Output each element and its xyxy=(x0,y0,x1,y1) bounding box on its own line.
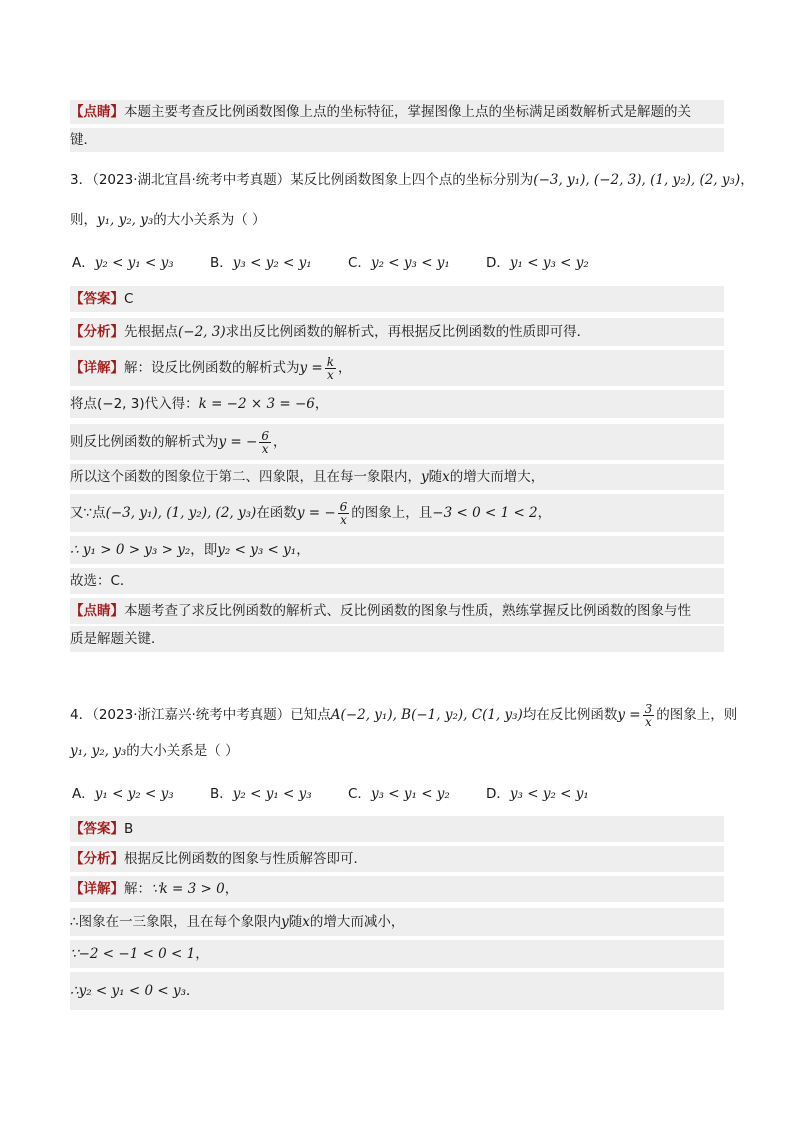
q3-stem-b-suffix: 的大小关系为（ ） xyxy=(153,212,266,228)
q3-detail-4: 所以这个函数的图象位于第二、四象限，且在每一象限内， xyxy=(70,469,421,485)
q4-option-d[interactable]: D．y₃ < y₂ < y₁ xyxy=(486,786,589,802)
q3-number: 3． xyxy=(70,172,93,188)
q4-detail-line-2: ∴图象在一三象限，且在每个象限内y随x的增大而减小， xyxy=(70,908,724,936)
q3-note-tag: 【点睛】 xyxy=(70,603,124,619)
q3-detail-tag: 【详解】 xyxy=(70,360,124,376)
q3-option-a-label: A． xyxy=(72,255,95,271)
note-block-line-1 xyxy=(70,100,724,124)
q4-points: A(−2, y₁), B(−1, y₂), C(1, y₃) xyxy=(330,707,523,723)
q3-detail-line-5: 又∵点(−3, y₁), (1, y₂), (2, y₃)在函数y = − $\frac{6}{x}$ 的图象上，且−3 < 0 < 1 < 2， xyxy=(70,494,724,532)
q3-stem-a: 某反比例函数图象上四个点的坐标分别为 xyxy=(290,172,534,188)
q3-detail-5-points: (−3, y₁), (1, y₂), (2, y₃) xyxy=(105,505,257,521)
q3-fraction-6-over-x-2: $\frac{6}{x}$ xyxy=(339,500,348,527)
q3-analysis-line xyxy=(70,318,724,346)
q3-option-b[interactable] xyxy=(210,253,312,273)
q3-stem-line-2 xyxy=(70,210,724,230)
q4-stem-line-2: y₁, y₂, y₃的大小关系是（ ） xyxy=(70,743,239,759)
q4-stem-line-1: 4．（2023·浙江嘉兴·统考中考真题）已知点A(−2, y₁), B(−1, y₂), C(1, y₃)均在反比例函数y = $\frac{3}{x}$ 的图象上，则 xyxy=(70,702,738,729)
q3-analysis-a: 先根据点 xyxy=(124,324,178,340)
q3-option-c[interactable] xyxy=(348,253,450,273)
q3-option-c-expr: y₂ < y₃ < y₁ xyxy=(370,255,450,271)
q4-detail-line-1: 【详解】解：∵k = 3 > 0， xyxy=(70,876,724,902)
q3-stem-b-prefix: 则， xyxy=(70,212,97,228)
q3-source: （2023·湖北宜昌·统考中考真题） xyxy=(92,172,291,188)
q4-answer-line xyxy=(70,816,724,842)
q4-detail-line-3: ∵−2 < −1 < 0 < 1， xyxy=(70,940,724,968)
q3-note-line-1 xyxy=(70,598,724,624)
q4-fraction-3-over-x: $\frac{3}{x}$ xyxy=(644,702,653,729)
q3-option-d[interactable] xyxy=(486,253,589,273)
note-tag: 【点睛】 xyxy=(70,104,124,120)
q3-option-d-expr: y₁ < y₃ < y₂ xyxy=(509,255,589,271)
q4-analysis-tag: 【分析】 xyxy=(70,851,124,867)
q3-note-line-2 xyxy=(70,626,724,652)
q3-option-a[interactable] xyxy=(72,253,174,273)
q3-answer: C xyxy=(124,291,134,307)
q3-note-1: 本题考查了求反比例函数的解析式、反比例函数的图象与性质，熟练掌握反比例函数的图象与性 xyxy=(124,603,691,619)
q3-detail-1-lhs: y = xyxy=(299,360,323,376)
q3-detail-3-lhs: y = − xyxy=(218,434,258,450)
q3-fraction-k-over-x: $\frac{k}{x}$ xyxy=(326,355,335,382)
q4-number: 4． xyxy=(70,707,93,723)
q4-detail-tag: 【详解】 xyxy=(70,881,124,897)
q3-stem-vars: y₁, y₂, y₃ xyxy=(97,212,154,228)
q3-detail-3: 则反比例函数的解析式为 xyxy=(70,434,219,450)
q3-detail-2-expr: k = −2 × 3 = −6 xyxy=(198,396,315,412)
q4-answer: B xyxy=(124,821,134,837)
q3-detail-line-4: 所以这个函数的图象位于第二、四象限，且在每一象限内，y随x的增大而增大， xyxy=(70,464,724,490)
q3-detail-2: 将点(−2, 3)代入得： xyxy=(70,396,199,412)
q3-detail-line-1: 【详解】解：设反比例函数的解析式为y = $\frac{k}{x}$ ， xyxy=(70,350,724,386)
q3-option-a-expr: y₂ < y₁ < y₃ xyxy=(94,255,174,271)
q3-option-c-label: C． xyxy=(348,255,371,271)
q4-analysis: 根据反比例函数的图象与性质解答即可． xyxy=(124,851,367,867)
q3-analysis-point: (−2, 3) xyxy=(178,324,226,340)
q3-detail-line-7 xyxy=(70,568,724,594)
q4-option-c[interactable]: C．y₃ < y₁ < y₂ xyxy=(348,786,450,802)
q3-detail-line-2: 将点(−2, 3)代入得：k = −2 × 3 = −6， xyxy=(70,390,724,418)
note-block-line-2 xyxy=(70,128,724,152)
q4-answer-tag: 【答案】 xyxy=(70,821,124,837)
q3-points: (−3, y₁), (−2, 3), (1, y₂), (2, y₃) xyxy=(533,172,741,188)
q3-answer-tag: 【答案】 xyxy=(70,291,124,307)
note-text-1: 本题主要考查反比例函数图像上点的坐标特征，掌握图像上点的坐标满足函数解析式是解题的关 xyxy=(124,104,691,120)
q3-detail-1: 解：设反比例函数的解析式为 xyxy=(124,360,300,376)
q3-detail-7: 故选：C． xyxy=(70,573,134,589)
q4-stem-vars: y₁, y₂, y₃ xyxy=(70,743,127,759)
q3-option-b-label: B． xyxy=(210,255,233,271)
q4-source: （2023·浙江嘉兴·统考中考真题） xyxy=(92,707,291,723)
q3-detail-line-6: ∴ y₁ > 0 > y₃ > y₂，即y₂ < y₃ < y₁， xyxy=(70,536,724,564)
q4-option-b[interactable]: B．y₂ < y₁ < y₃ xyxy=(210,786,312,802)
q4-option-a[interactable]: A．y₁ < y₂ < y₃ xyxy=(72,786,174,802)
q3-analysis-b: 求出反比例函数的解析式，再根据反比例函数的性质即可得． xyxy=(225,324,591,340)
q3-analysis-tag: 【分析】 xyxy=(70,324,124,340)
q3-answer-line xyxy=(70,286,724,312)
q3-fraction-6-over-x: $\frac{6}{x}$ xyxy=(261,429,269,456)
q3-note-2: 质是解题关键． xyxy=(70,631,165,647)
q4-detail-line-4: ∴y₂ < y₁ < 0 < y₃． xyxy=(70,972,724,1010)
q3-stem-line-1: 3．（2023·湖北宜昌·统考中考真题）某反比例函数图象上四个点的坐标分别为(−3, y₁), (−2, 3), (1, y₂), (2, y₃)， xyxy=(70,172,754,188)
note-text-2: 键． xyxy=(70,132,97,148)
q3-option-b-expr: y₃ < y₂ < y₁ xyxy=(232,255,312,271)
q3-option-d-label: D． xyxy=(486,255,510,271)
q4-analysis-line xyxy=(70,846,724,872)
q3-detail-line-3: 则反比例函数的解析式为y = − $\frac{6}{x}$ ， xyxy=(70,424,724,460)
